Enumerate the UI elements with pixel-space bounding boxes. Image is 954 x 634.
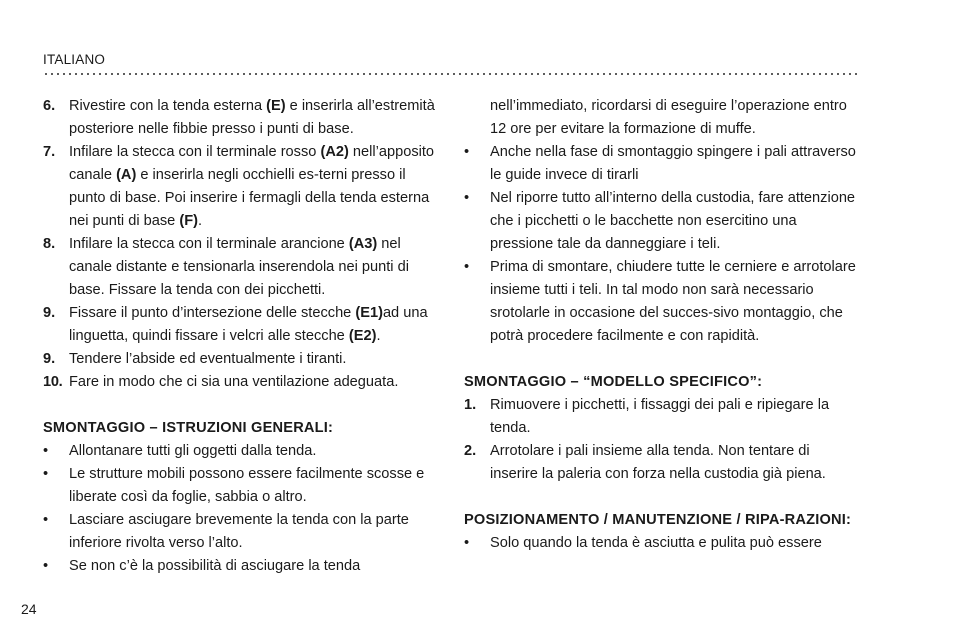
dotted-divider <box>43 71 858 77</box>
step-number: 6. <box>43 98 56 114</box>
bullet-icon: • <box>43 443 49 459</box>
bullet-icon: • <box>464 535 470 551</box>
step-item: 1. Rimuovere i picchetti, i fissaggi dei pali e ripiegare la tenda. <box>464 394 859 440</box>
list-item: • Nel riporre tutto all’interno della custodia, fare attenzione che i picchetti o le bacchette non esercitino una pressione tale da danneggiare i teli. <box>464 187 859 256</box>
section-heading: SMONTAGGIO – ISTRUZIONI GENERALI: <box>43 420 334 436</box>
list-item: • Se non c’è la possibilità di asciugare la tenda <box>43 555 443 578</box>
bullet-icon: • <box>43 466 49 482</box>
list-item: • Solo quando la tenda è asciutta e pulita può essere <box>464 532 859 555</box>
step-item: 9. Fissare il punto d’intersezione delle stecche (E1)ad una linguetta, quindi fissare i velcri alle stecche (E2). <box>43 302 443 348</box>
list-item: • Allontanare tutti gli oggetti dalla tenda. <box>43 440 443 463</box>
list-item: • Anche nella fase di smontaggio spingere i pali attraverso le guide invece di tirarli <box>464 141 859 187</box>
section-heading: POSIZIONAMENTO / MANUTENZIONE / RIPA-RAZIONI: <box>464 512 852 528</box>
bullet-icon: • <box>43 512 49 528</box>
bullet-icon: • <box>43 558 49 574</box>
step-item: 8. Infilare la stecca con il terminale arancione (A3) nel canale distante e tensionarla inserendola nei punti di base. Fissare la tenda con dei picchetti. <box>43 233 443 302</box>
step-item: 2. Arrotolare i pali insieme alla tenda. Non tentare di inserire la paleria con forza nella custodia già piena. <box>464 440 859 486</box>
page-number: 24 <box>21 601 37 617</box>
bullet-icon: • <box>464 144 470 160</box>
step-item: 10. Fare in modo che ci sia una ventilazione adeguata. <box>43 371 443 394</box>
bullet-icon: • <box>464 259 470 275</box>
step-number: 9. <box>43 305 56 321</box>
step-item: 9. Tendere l’abside ed eventualmente i tiranti. <box>43 348 443 371</box>
step-number: 2. <box>464 443 477 459</box>
step-number: 9. <box>43 351 56 367</box>
section-heading: SMONTAGGIO – “MODELLO SPECIFICO”: <box>464 374 763 390</box>
language-header: ITALIANO <box>43 52 106 67</box>
step-number: 8. <box>43 236 56 252</box>
step-number: 1. <box>464 397 477 413</box>
list-item: • Le strutture mobili possono essere facilmente scosse e liberate così da foglie, sabbia o altro. <box>43 463 443 509</box>
list-item: • Lasciare asciugare brevemente la tenda con la parte inferiore rivolta verso l’alto. <box>43 509 443 555</box>
step-item: 7. Infilare la stecca con il terminale rosso (A2) nell’apposito canale (A) e inserirla negli occhielli es-terni presso il punto di base. Poi inserire i fermagli della tenda esterna nei punti di base (F). <box>43 141 443 233</box>
continued-paragraph: nell’immediato, ricordarsi di eseguire l’operazione entro 12 ore per evitare la formazione di muffe. <box>490 98 847 137</box>
list-item: • Prima di smontare, chiudere tutte le cerniere e arrotolare insieme tutti i teli. In tal modo non sarà necessario srotolarle in occasione del succes-sivo montaggio, che potrà procedere facilmente e con rapidità. <box>464 256 859 348</box>
left-column <box>43 95 443 578</box>
step-number: 7. <box>43 144 56 160</box>
step-item: 6. Rivestire con la tenda esterna (E) e inserirla all’estremità posteriore nelle fibbie presso i punti di base. <box>43 95 443 141</box>
bullet-icon: • <box>464 190 470 206</box>
step-number: 10. <box>43 374 63 390</box>
right-column <box>464 95 859 555</box>
